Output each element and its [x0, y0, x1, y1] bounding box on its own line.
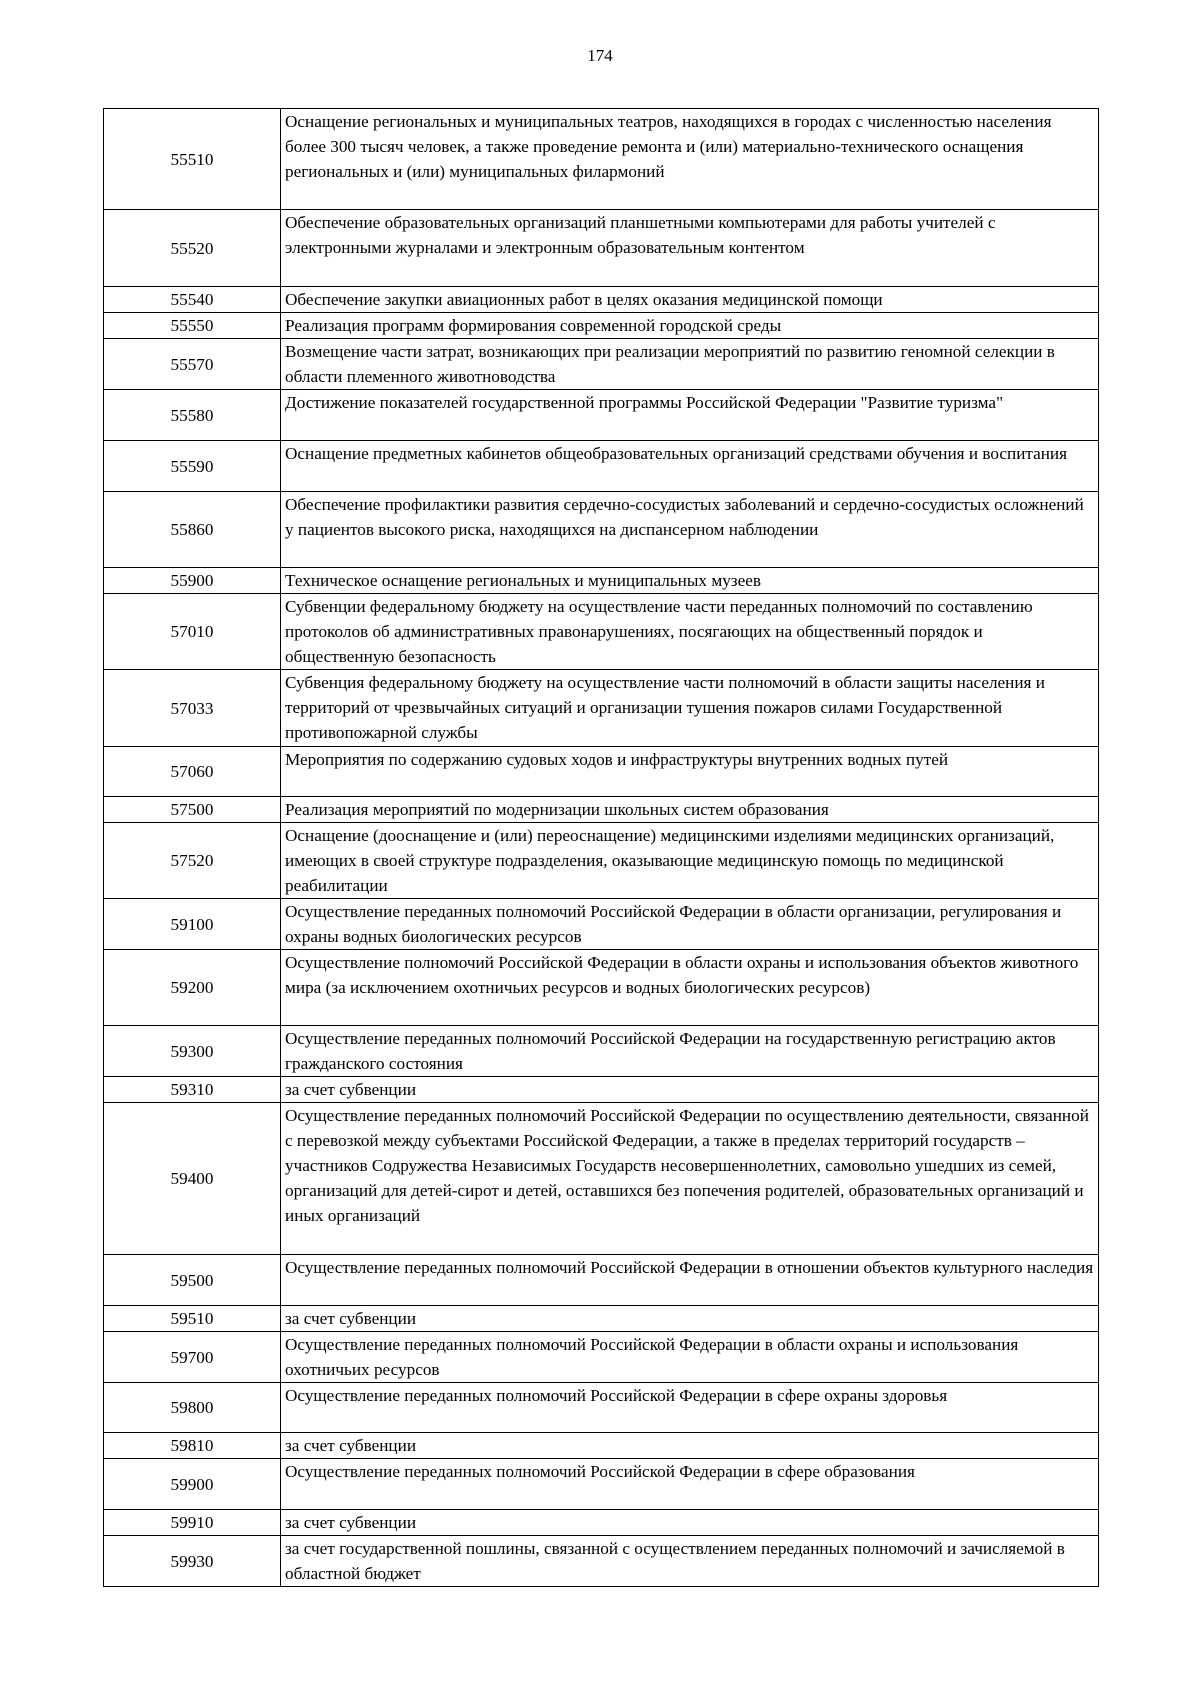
code-cell: 55860	[104, 492, 281, 568]
code-cell: 59300	[104, 1026, 281, 1077]
budget-codes-table	[103, 108, 1099, 1587]
code-cell: 57500	[104, 797, 281, 823]
description-cell: Оснащение региональных и муниципальных театров, находящихся в городах с численностью населения более 300 тысяч человек, а также проведение ремонта и (или) материально-технического оснащения региональных и (или) муниципальных филармоний	[281, 109, 1099, 210]
table-row	[104, 1332, 1099, 1383]
code-cell: 59200	[104, 950, 281, 1026]
code-cell: 55540	[104, 287, 281, 313]
table-row	[104, 823, 1099, 899]
table-row	[104, 390, 1099, 441]
table-row	[104, 1255, 1099, 1306]
description-cell: Осуществление переданных полномочий Российской Федерации в сфере образования	[281, 1459, 1099, 1510]
table-row	[104, 109, 1099, 210]
table-row	[104, 1459, 1099, 1510]
description-cell: Осуществление переданных полномочий Российской Федерации на государственную регистрацию актов гражданского состояния	[281, 1026, 1099, 1077]
code-cell: 59900	[104, 1459, 281, 1510]
code-cell: 59310	[104, 1077, 281, 1103]
description-cell: Мероприятия по содержанию судовых ходов и инфраструктуры внутренних водных путей	[281, 747, 1099, 797]
table-row	[104, 594, 1099, 670]
code-cell: 57033	[104, 670, 281, 747]
code-cell: 59510	[104, 1306, 281, 1332]
code-cell: 59100	[104, 899, 281, 950]
description-cell: Субвенции федеральному бюджету на осуществление части переданных полномочий по составлению протоколов об административных правонарушениях, посягающих на общественный порядок и общественную безопасность	[281, 594, 1099, 670]
table-row	[104, 1306, 1099, 1332]
table-row	[104, 568, 1099, 594]
code-cell: 59910	[104, 1510, 281, 1536]
code-cell: 59400	[104, 1103, 281, 1255]
code-cell: 55570	[104, 339, 281, 390]
table-row	[104, 950, 1099, 1026]
description-cell: Оснащение (дооснащение и (или) переоснащение) медицинскими изделиями медицинских организаций, имеющих в своей структуре подразделения, оказывающие медицинскую помощь по медицинской реабилитации	[281, 823, 1099, 899]
description-cell: за счет субвенции	[281, 1433, 1099, 1459]
code-cell: 57010	[104, 594, 281, 670]
description-cell: Субвенция федеральному бюджету на осуществление части полномочий в области защиты населения и территорий от чрезвычайных ситуаций и организации тушения пожаров силами Государственной противопожарной службы	[281, 670, 1099, 747]
description-cell: за счет субвенции	[281, 1306, 1099, 1332]
table-row	[104, 210, 1099, 287]
code-cell: 59810	[104, 1433, 281, 1459]
code-cell: 55580	[104, 390, 281, 441]
table-row	[104, 339, 1099, 390]
description-cell: Осуществление переданных полномочий Российской Федерации в отношении объектов культурного наследия	[281, 1255, 1099, 1306]
table-row	[104, 1026, 1099, 1077]
code-cell: 55520	[104, 210, 281, 287]
code-cell: 57520	[104, 823, 281, 899]
description-cell: за счет субвенции	[281, 1510, 1099, 1536]
code-cell: 59800	[104, 1383, 281, 1433]
description-cell: Обеспечение закупки авиационных работ в целях оказания медицинской помощи	[281, 287, 1099, 313]
table-row	[104, 1077, 1099, 1103]
description-cell: Техническое оснащение региональных и муниципальных музеев	[281, 568, 1099, 594]
description-cell: Обеспечение профилактики развития сердечно-сосудистых заболеваний и сердечно-сосудистых осложнений у пациентов высокого риска, находящихся на диспансерном наблюдении	[281, 492, 1099, 568]
code-cell: 55590	[104, 441, 281, 492]
code-cell: 57060	[104, 747, 281, 797]
code-cell: 55510	[104, 109, 281, 210]
table-row	[104, 1536, 1099, 1587]
table-row	[104, 287, 1099, 313]
code-cell: 55900	[104, 568, 281, 594]
description-cell: Оснащение предметных кабинетов общеобразовательных организаций средствами обучения и воспитания	[281, 441, 1099, 492]
description-cell: Реализация мероприятий по модернизации школьных систем образования	[281, 797, 1099, 823]
table-row	[104, 313, 1099, 339]
description-cell: Осуществление переданных полномочий Российской Федерации по осуществлению деятельности, связанной с перевозкой между субъектами Российской Федерации, а также в пределах территорий государств – участников Содружества Независимых Государств несовершеннолетних, самовольно ушедших из семей, организаций для детей-сирот и детей, оставшихся без попечения родителей, образовательных организаций и иных организаций	[281, 1103, 1099, 1255]
code-cell: 55550	[104, 313, 281, 339]
table-row	[104, 441, 1099, 492]
table-row	[104, 670, 1099, 747]
table-row	[104, 1433, 1099, 1459]
code-cell: 59700	[104, 1332, 281, 1383]
page-number: 174	[587, 46, 613, 65]
description-cell: Реализация программ формирования современной городской среды	[281, 313, 1099, 339]
description-cell: Достижение показателей государственной программы Российской Федерации "Развитие туризма"	[281, 390, 1099, 441]
table-row	[104, 1383, 1099, 1433]
code-cell: 59500	[104, 1255, 281, 1306]
table-row	[104, 1103, 1099, 1255]
description-cell: Осуществление переданных полномочий Российской Федерации в области охраны и использования охотничьих ресурсов	[281, 1332, 1099, 1383]
code-cell: 59930	[104, 1536, 281, 1587]
table-row	[104, 492, 1099, 568]
table-row	[104, 747, 1099, 797]
table-row	[104, 899, 1099, 950]
description-cell: Осуществление переданных полномочий Российской Федерации в сфере охраны здоровья	[281, 1383, 1099, 1433]
description-cell: Осуществление переданных полномочий Российской Федерации в области организации, регулирования и охраны водных биологических ресурсов	[281, 899, 1099, 950]
table-row	[104, 797, 1099, 823]
description-cell: Обеспечение образовательных организаций планшетными компьютерами для работы учителей с электронными журналами и электронным образовательным контентом	[281, 210, 1099, 287]
description-cell: за счет субвенции	[281, 1077, 1099, 1103]
description-cell: Осуществление полномочий Российской Федерации в области охраны и использования объектов животного мира (за исключением охотничьих ресурсов и водных биологических ресурсов)	[281, 950, 1099, 1026]
description-cell: за счет государственной пошлины, связанной с осуществлением переданных полномочий и зачисляемой в областной бюджет	[281, 1536, 1099, 1587]
table-row	[104, 1510, 1099, 1536]
description-cell: Возмещение части затрат, возникающих при реализации мероприятий по развитию геномной селекции в области племенного животноводства	[281, 339, 1099, 390]
